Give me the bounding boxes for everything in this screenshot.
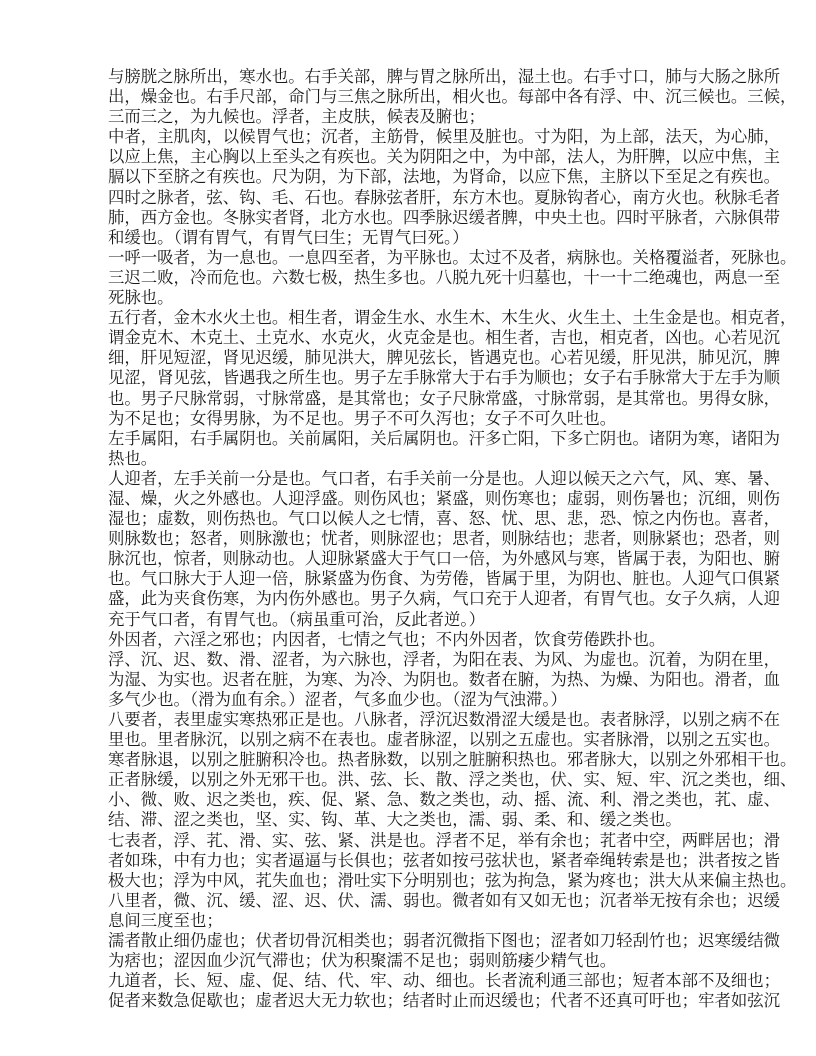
- text-line: 和缓也。（谓有胃气，有胃气曰生；无胃气曰死。）: [108, 227, 469, 247]
- paragraph: [108, 428, 781, 469]
- text-line: 人迎者，左手关前一分是也。气口者，右手关前一分是也。人迎以候天之六气，风、寒、暑、: [108, 468, 781, 488]
- text-line: 也。气口脉大于人迎一倍，脉紧盛为伤食、为劳倦，皆属于里，为阴也、脏也。人迎气口俱紧: [108, 569, 781, 589]
- text-line: 中者，主肌肉，以候胃气也；沉者，主筋骨，候里及脏也。寸为阳，为上部，法天，为心肺，: [108, 127, 781, 147]
- paragraph: [108, 187, 781, 248]
- paragraph: [108, 890, 781, 931]
- text-line: 以应上焦，主心胸以上至头之有疾也。关为阴阳之中，为中部，法人，为肝脾，以应中焦，主: [108, 147, 781, 167]
- text-line: 外因者，六淫之邪也；内因者，七情之气也；不内外因者，饮食劳倦跌扑也。: [108, 629, 666, 649]
- paragraph: [108, 247, 797, 308]
- text-line: 寒者脉退，以别之脏腑积冷也。热者脉数，以别之脏腑积热也。邪者脉大，以别之外邪相干也。: [108, 750, 797, 770]
- text-line: 谓金克木、木克土、土克水、水克火，火克金是也。相生者，吉也，相克者，凶也。心若见沉: [108, 328, 781, 348]
- text-line: 濡者散止细仍虚也；伏者切骨沉相类也；弱者沉微指下图也；涩者如刀轻刮竹也；迟寒缓结微: [108, 931, 781, 951]
- text-line: 热也。: [108, 448, 158, 468]
- text-line: 湿也；虚数，则伤热也。气口以候人之七情，喜、怒、忧、思、悲，恐、惊之内伤也。喜者，: [108, 509, 781, 529]
- paragraph: [108, 710, 797, 831]
- text-line: 者如珠，中有力也；实者逼逼与长俱也；弦者如按弓弦状也，紧者牵绳转索是也；洪者按之皆: [108, 850, 781, 870]
- text-line: 正者脉缓，以别之外无邪干也。洪、弦、长、散、浮之类也，伏、实、短、牢、沉之类也，细、: [108, 770, 797, 790]
- text-line: 八要者，表里虚实寒热邪正是也。八脉者，浮沉迟数滑涩大缓是也。表者脉浮，以别之病不在: [108, 710, 781, 729]
- paragraph: [108, 931, 781, 971]
- paragraph: [108, 308, 797, 429]
- text-line: 一呼一吸者，为一息也。一息四至者，为平脉也。太过不及者，病脉也。关格覆溢者，死脉也。: [108, 247, 797, 267]
- text-line: 湿、燥，火之外感也。人迎浮盛。则伤风也；紧盛，则伤寒也；虚弱，则伤暑也；沉细，则伤: [108, 488, 781, 508]
- text-line: 极大也；浮为中风，芤失血也；滑吐实下分明别也；弦为拘急，紧为疼也；洪大从来偏主热也。: [108, 870, 797, 890]
- text-line: 四时之脉者，弦、钩、毛、石也。春脉弦者肝，东方木也。夏脉钩者心，南方火也。秋脉毛者: [108, 187, 781, 207]
- paragraph: [108, 971, 781, 1011]
- paragraph: [108, 630, 709, 650]
- text-line: 脉沉也，惊者，则脉动也。人迎脉紧盛大于气口一倍，为外感风与寒，皆属于表，为阳也、腑: [108, 549, 781, 569]
- text-line: 结、滞、涩之类也，坚、实、钩、革、大之类也，濡、弱、柔、和、缓之类也。: [108, 810, 682, 830]
- text-line: 膈以下至脐之有疾也。尺为阴，为下部，法地，为肾命，以应下焦，主脐以下至足之有疾也。: [108, 167, 781, 187]
- text-line: 息间三度至也；: [108, 910, 223, 930]
- paragraph: [108, 127, 781, 187]
- text-line: 死脉也。: [108, 288, 174, 308]
- text-line: 细，肝见短涩，肾见迟缓，肺见洪大，脾见弦长，皆遇克也。心若见缓，肝见洪，肺见沉，脾: [108, 348, 781, 368]
- text-line: 七表者，浮、芤、滑、实、弦、紧、洪是也。浮者不足，举有余也；芤者中空，两畔居也；滑: [108, 830, 781, 850]
- text-line: 三迟二败，冷而危也。六数七极，热生多也。八脱九死十归墓也，十一十二绝魂也，两息一至: [108, 267, 781, 287]
- text-line: 促者来数急促歇也；虚者迟大无力软也；结者时止而迟缓也；代者不还真可吁也；牢者如弦沉: [108, 991, 781, 1011]
- text-line: 为痞也；涩因血少沉气滞也；伏为积聚濡不足也；弱则筋痿少精气也。: [108, 951, 617, 971]
- text-line: 也。男子尺脉常弱，寸脉常盛，是其常也；女子尺脉常盛，寸脉常弱，是其常也。男得女脉，: [108, 388, 781, 408]
- text-line: 充于气口者，有胃气也。（病虽重可治，反此者逆。）: [108, 609, 485, 629]
- text-line: 左手属阳，右手属阴也。关前属阳，关后属阴也。汗多亡阳，下多亡阴也。诸阴为寒，诸阳为: [108, 428, 781, 448]
- text-line: 见涩，肾见弦，皆遇我之所生也。男子左手脉常大于右手为顺也；女子右手脉常大于左手为顺: [108, 368, 781, 388]
- text-line: 肺，西方金也。冬脉实者肾，北方水也。四季脉迟缓者脾，中央土也。四时平脉者，六脉俱带: [108, 207, 781, 227]
- text-line: 八里者，微、沉、缓、涩、迟、伏、濡、弱也。微者如有又如无也；沉者举无按有余也；迟缓: [108, 890, 781, 910]
- text-line: 则脉数也；怒者，则脉激也；忧者，则脉涩也；思者，则脉结也；悲者，则脉紧也；恐者，则: [108, 529, 781, 549]
- text-line: 五行者，金木水火土也。相生者，谓金生水、水生木、木生火、火生土、土生金是也。相克者，: [108, 308, 797, 328]
- text-line: 出，燥金也。右手尺部，命门与三焦之脉所出，相火也。每部中各有浮、中、沉三候也。三候，: [108, 87, 797, 107]
- document-page: [108, 67, 797, 1011]
- paragraph: [108, 830, 797, 891]
- text-line: 小、微、败、迟之类也，疾、促、紧、急、数之类也，动、摇、流、利、滑之类也，芤、虚、: [108, 790, 781, 810]
- text-line: 盛，此为夹食伤寒，为内伤外感也。男子久病，气口充于人迎者，有胃气也。女子久病，人迎: [108, 589, 781, 609]
- text-line: 浮、沉、迟、数、滑、涩者，为六脉也，浮者，为阳在表、为风、为虚也。沉着，为阴在里，: [108, 649, 781, 669]
- text-line: 为不足也；女得男脉，为不足也。男子不可久泻也；女子不可久吐也。: [108, 408, 617, 428]
- paragraph: [108, 649, 781, 710]
- paragraph: [108, 468, 781, 630]
- text-line: 三而三之，为九候也。浮者，主皮肤，候表及腑也；: [108, 107, 485, 127]
- text-line: 九道者，长、短、虚、促、结、代、牢、动、细也。长者流利通三部也；短者本部不及细也；: [108, 971, 781, 991]
- text-line: 为湿、为实也。迟者在脏，为寒、为冷、为阴也。数者在腑，为热、为燥、为阳也。滑者，血: [108, 669, 781, 689]
- text-line: 多气少也。（滑为血有余。）涩者，气多血少也。（涩为气浊滞。）: [108, 689, 567, 709]
- text-line: 里也。里者脉沉，以别之病不在表也。虚者脉涩，以别之五虚也。实者脉滑，以别之五实也。: [108, 730, 781, 750]
- text-line: 与膀胱之脉所出，寒水也。右手关部，脾与胃之脉所出，湿土也。右手寸口，肺与大肠之脉所: [108, 67, 781, 86]
- paragraph: [108, 67, 797, 127]
